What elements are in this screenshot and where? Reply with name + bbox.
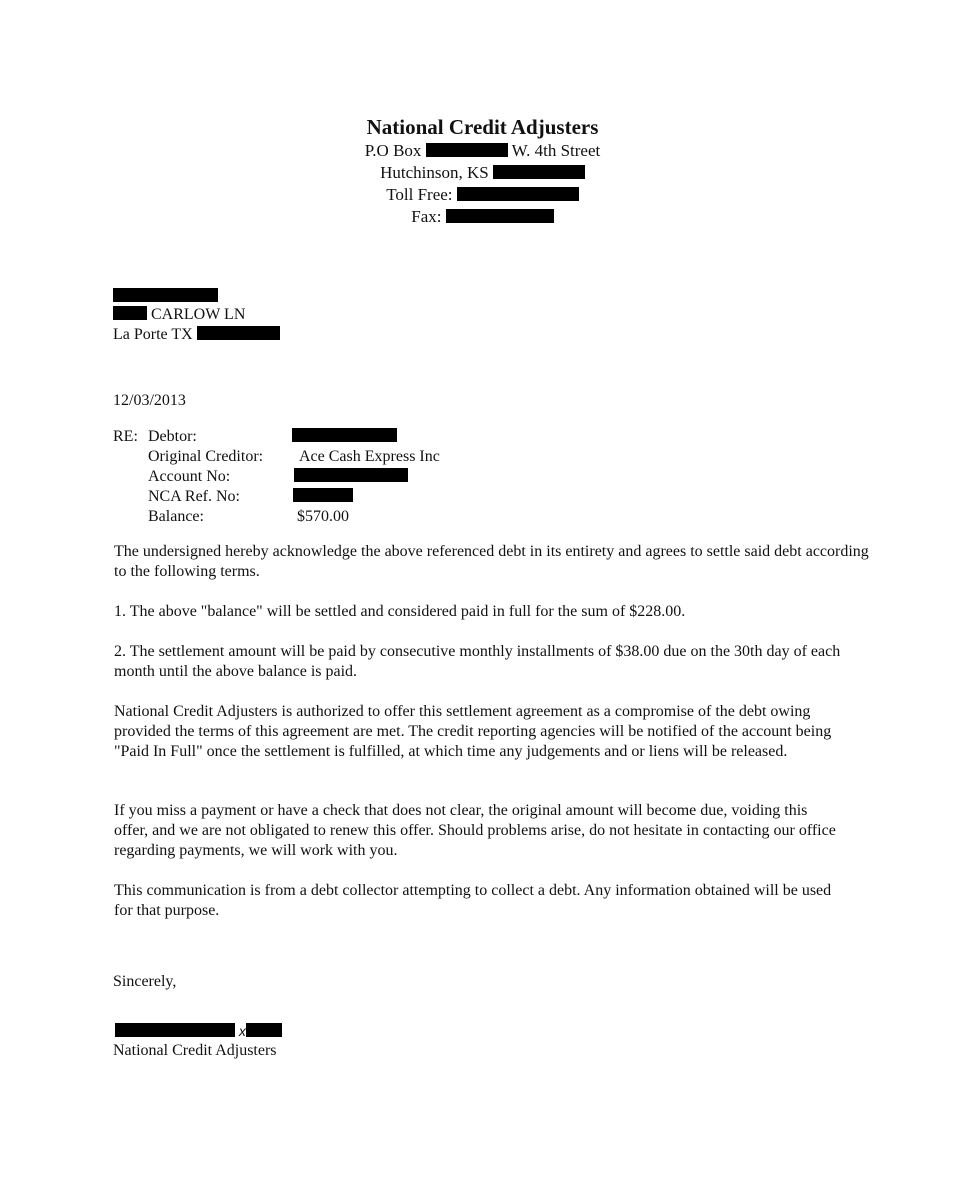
nca-ref-value	[293, 487, 353, 507]
debtor-value	[292, 427, 397, 447]
original-creditor-value: Ace Cash Express Inc	[299, 448, 440, 465]
account-no-label: Account No:	[148, 468, 231, 485]
paragraph-acknowledgement: The undersigned hereby acknowledge the above referenced debt in its entirety and agrees to settle said debt according to the following terms.	[114, 543, 869, 580]
paragraph-term-1: 1. The above "balance" will be settled and considered paid in full for the sum of $228.00.	[114, 603, 686, 620]
po-box-label: P.O Box	[364, 141, 422, 160]
redaction-bar	[294, 468, 408, 482]
redaction-bar	[197, 326, 280, 340]
signer-line	[115, 1021, 282, 1041]
balance-value: $570.00	[297, 508, 349, 525]
letterhead-po-box-line	[0, 140, 965, 162]
paragraph-missed-payment: If you miss a payment or have a check that does not clear, the original amount will become due, voiding this offer, and we are not obligated to renew this offer. Should problems arise, do not hesitate in contacting our office regarding payments, we will work with you.	[114, 802, 836, 859]
debtor-label: Debtor:	[148, 428, 197, 445]
toll-free-label: Toll Free:	[386, 185, 453, 204]
redaction-bar	[293, 488, 353, 502]
nca-ref-label: NCA Ref. No:	[148, 488, 240, 505]
paragraph-term-2: 2. The settlement amount will be paid by consecutive monthly installments of $38.00 due on the 30th day of each month until the above balance is paid.	[114, 643, 841, 680]
redaction-bar	[113, 288, 218, 302]
company-title: National Credit Adjusters	[366, 115, 599, 139]
recipient-street-line	[113, 305, 245, 325]
recipient-city-state: La Porte TX	[113, 326, 193, 343]
signer-company: National Credit Adjusters	[113, 1042, 277, 1059]
salutation: Sincerely,	[113, 973, 177, 990]
balance-label: Balance:	[148, 508, 204, 525]
redaction-bar	[426, 143, 508, 157]
original-creditor-label: Original Creditor:	[148, 448, 264, 465]
paragraph-disclosure: This communication is from a debt collector attempting to collect a debt. Any information obtained will be used for that purpose.	[114, 882, 832, 919]
street-name: CARLOW LN	[151, 306, 246, 323]
redaction-bar	[115, 1023, 235, 1037]
recipient-city-line	[113, 325, 280, 345]
letterhead-tollfree-line	[0, 184, 965, 206]
letterhead-fax-line	[0, 206, 965, 228]
account-no-value	[294, 467, 408, 487]
redaction-bar	[246, 1023, 282, 1037]
extension-mark: x	[238, 1023, 246, 1039]
redaction-bar	[446, 209, 554, 223]
paragraph-authorization: National Credit Adjusters is authorized to offer this settlement agreement as a compromise of the debt owing provided the terms of this agreement are met. The credit reporting agencies will be notified of the account being "Paid In Full" once the settlement is fulfilled, at which time any judgements and or liens will be released.	[114, 703, 832, 760]
fax-label: Fax:	[411, 207, 442, 226]
letterhead-city-line	[0, 162, 965, 184]
re-label: RE:	[113, 428, 138, 445]
redaction-bar	[292, 428, 397, 442]
redaction-bar	[113, 306, 147, 320]
redaction-bar	[493, 165, 585, 179]
street-text: W. 4th Street	[511, 141, 601, 160]
recipient-name	[113, 287, 218, 307]
city-state-text: Hutchinson, KS	[380, 163, 489, 182]
letter-date: 12/03/2013	[113, 392, 186, 409]
redaction-bar	[457, 187, 579, 201]
